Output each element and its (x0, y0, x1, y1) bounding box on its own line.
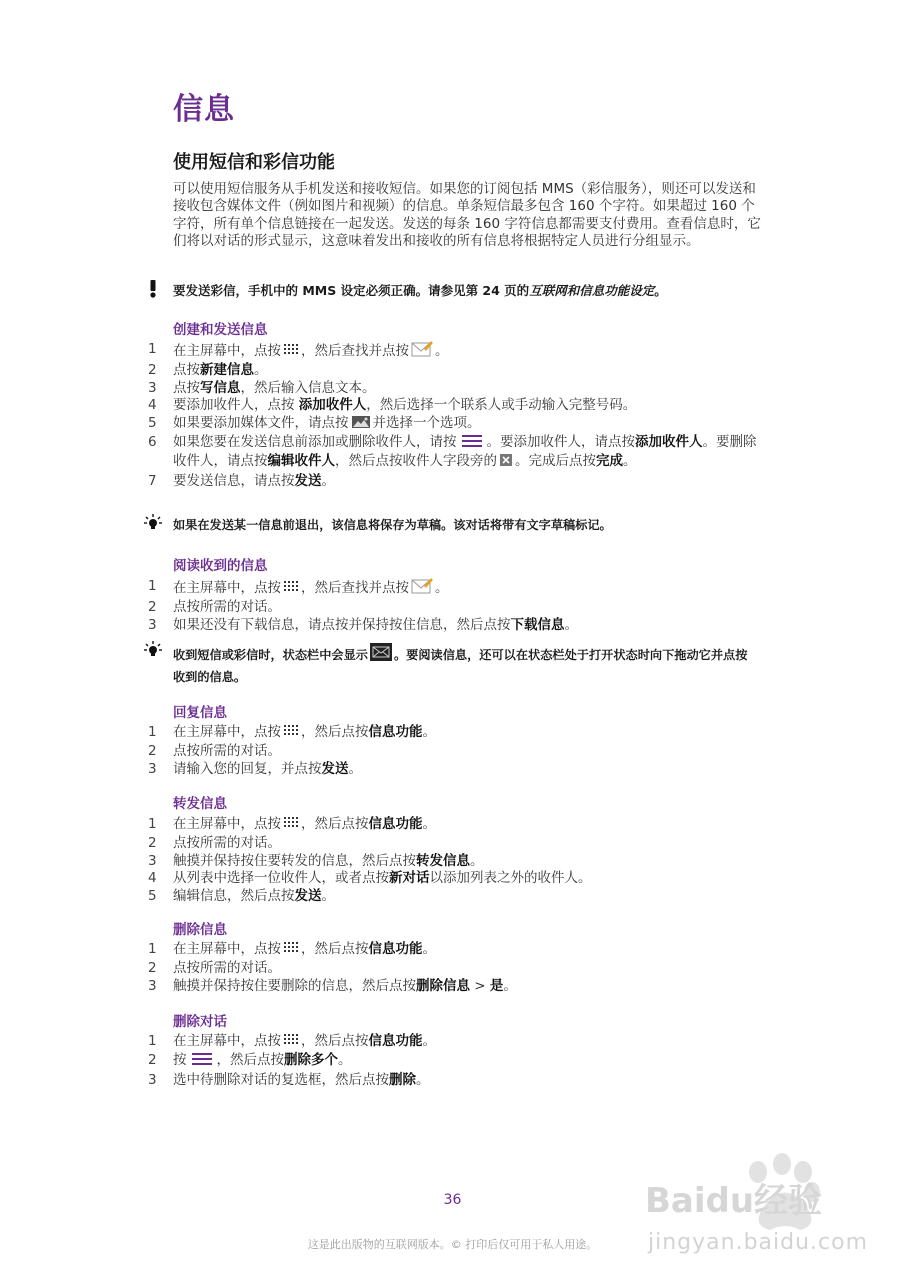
list-item: 3 选中待删除对话的复选框，然后点按删除。 (148, 1071, 430, 1088)
intro-paragraph: 可以使用短信服务从手机发送和接收短信。如果您的订阅包括 MMS（彩信服务），则还可以发送和接收包含媒体文件（例如图片和视频）的信息。单条短信最多包含 160 个字符。如果超过 160 个字符，所有单个信息链接在一起发送。发送的每条 160 字符信息都需要支付费用。查看信息时，它们将以对话的形式显示，这意味着发出和接收的所有信息将根据特定人员进行分组显示。 (173, 181, 761, 250)
page-title: 信息 (173, 92, 235, 127)
app-grid-icon (283, 941, 299, 960)
list-item: 1 在主屏幕中，点按 ，然后查找并点按 。 (148, 578, 768, 599)
list-item: 1 在主屏幕中，点按 ，然后点按信息功能。 (148, 816, 768, 835)
heading-create-send: 创建和发送信息 (173, 322, 268, 338)
heading-forward: 转发信息 (173, 796, 227, 812)
heading-delete-message: 删除信息 (173, 922, 227, 938)
list-item: 2 点按所需的对话。 (148, 599, 281, 616)
read-steps (148, 578, 768, 634)
messaging-envelope-icon (411, 341, 433, 362)
list-item: 3 触摸并保持按住要删除的信息，然后点按删除信息 > 是。 (148, 977, 517, 994)
list-item: 4 从列表中选择一位收件人，或者点按新对话以添加列表之外的收件人。 (148, 870, 592, 887)
list-item: 3 如果还没有下载信息，请点按并保持按住信息，然后点按下载信息。 (148, 616, 578, 633)
heading-delete-conversation: 删除对话 (173, 1014, 227, 1030)
delete-message-steps (148, 941, 768, 995)
list-item: 4 要添加收件人，点按 添加收件人，然后选择一个联系人或手动输入完整号码。 (148, 397, 637, 414)
list-item: 2 点按新建信息。 (148, 362, 268, 379)
list-item: 3 点按写信息，然后输入信息文本。 (148, 379, 376, 396)
new-message-status-icon (370, 643, 392, 667)
watermark-logo-text: Baidu经验 (645, 1181, 823, 1221)
list-item: 3 触摸并保持按住要转发的信息，然后点按转发信息。 (148, 852, 484, 869)
list-item: 2 点按所需的对话。 (148, 835, 281, 852)
app-grid-icon (283, 343, 299, 362)
app-grid-icon (283, 580, 299, 599)
tip-draft-note: 如果在发送某一信息前退出，该信息将保存为草稿。该对话将带有文字草稿标记。 (173, 518, 612, 532)
page-number: 36 (443, 1192, 462, 1208)
list-item: 2 点按所需的对话。 (148, 960, 281, 977)
messaging-envelope-icon (411, 578, 433, 599)
watermark-url: jingyan.baidu.com (648, 1230, 869, 1255)
list-item: 5 如果要添加媒体文件，请点按 并选择一个选项。 (148, 415, 768, 434)
lightbulb-icon (144, 514, 162, 534)
list-item: 7 要发送信息，请点按发送。 (148, 472, 335, 489)
list-item: 2 按 ，然后点按删除多个。 (148, 1052, 768, 1071)
remove-recipient-icon (499, 453, 513, 472)
list-item: 5 编辑信息，然后点按发送。 (148, 887, 335, 904)
delete-conversation-steps (148, 1033, 768, 1089)
forward-steps (148, 816, 768, 905)
menu-lines-icon (189, 1052, 215, 1071)
reply-steps (148, 724, 768, 778)
menu-lines-icon (459, 434, 485, 453)
list-item: 1 在主屏幕中，点按 ，然后点按信息功能。 (148, 941, 768, 960)
heading-read: 阅读收到的信息 (173, 558, 268, 574)
app-grid-icon (283, 724, 299, 743)
list-item: 1 在主屏幕中，点按 ，然后点按信息功能。 (148, 724, 768, 743)
section-title: 使用短信和彩信功能 (173, 152, 335, 173)
footer-notice: 这是此出版物的互联网版本。© 打印后仅可用于私人用途。 (307, 1238, 598, 1251)
tip-status-bar-note: 收到短信或彩信时，状态栏中会显示 。要阅读信息，还可以在状态栏处于打开状态时向下拖动它并点按收到的信息。 (173, 643, 753, 687)
app-grid-icon (283, 1033, 299, 1052)
warning-note: 要发送彩信，手机中的 MMS 设定必须正确。请参见第 24 页的互联网和信息功能设定。 (173, 283, 667, 298)
attach-media-icon (351, 415, 371, 434)
list-item: 1 在主屏幕中，点按 ，然后点按信息功能。 (148, 1033, 768, 1052)
settings-link-text: 互联网和信息功能设定 (529, 283, 655, 298)
list-item: 6 如果您要在发送信息前添加或删除收件人，请按 。要添加收件人，请点按添加收件人。要删除收件人，请点按编辑收件人，然后点按收件人字段旁的 。完成后点按完成。 (148, 434, 768, 473)
app-grid-icon (283, 816, 299, 835)
list-item: 2 点按所需的对话。 (148, 743, 281, 760)
exclamation-icon (144, 280, 162, 300)
list-item: 1 在主屏幕中，点按 ，然后查找并点按 。 (148, 341, 768, 362)
create-steps (148, 341, 768, 490)
list-item: 3 请输入您的回复，并点按发送。 (148, 760, 362, 777)
heading-reply: 回复信息 (173, 705, 227, 721)
lightbulb-icon (144, 641, 162, 661)
